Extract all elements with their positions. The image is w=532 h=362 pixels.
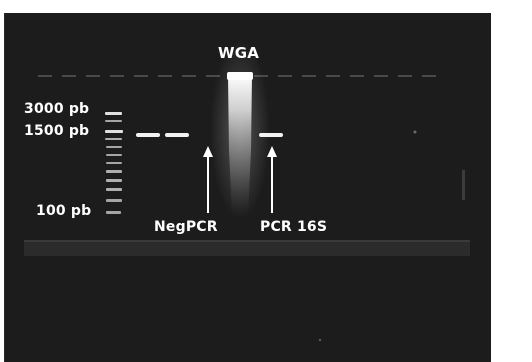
wga-well bbox=[227, 72, 253, 80]
ladder-band bbox=[105, 120, 122, 122]
ladder-band bbox=[105, 138, 122, 140]
ladder-band bbox=[106, 154, 122, 156]
ladder-band bbox=[106, 146, 122, 148]
label-1500pb: 1500 pb bbox=[24, 123, 90, 139]
label-wga: WGA bbox=[218, 44, 260, 62]
ladder-band bbox=[106, 170, 122, 173]
arrow-pcr16s bbox=[267, 146, 277, 213]
ladder-band bbox=[106, 211, 121, 214]
ladder-band bbox=[105, 130, 123, 133]
wga-smear bbox=[228, 75, 252, 215]
gel-speck bbox=[414, 131, 417, 134]
label-100pb: 100 pb bbox=[36, 203, 92, 219]
ladder-band bbox=[105, 112, 122, 115]
gel-divider bbox=[24, 240, 470, 256]
label-negpcr: NegPCR bbox=[154, 219, 218, 235]
ladder-lane bbox=[105, 112, 123, 214]
ladder-band bbox=[106, 162, 122, 164]
label-3000pb: 3000 pb bbox=[24, 101, 90, 117]
label-pcr16s: PCR 16S bbox=[260, 219, 328, 235]
band-sample-1 bbox=[136, 133, 160, 137]
gel-speck bbox=[319, 339, 321, 341]
ladder-band bbox=[106, 179, 122, 182]
gel-edge-mark bbox=[462, 170, 465, 200]
ladder-band bbox=[106, 199, 122, 202]
arrow-negpcr bbox=[203, 146, 213, 213]
band-sample-2 bbox=[165, 133, 189, 137]
ladder-band bbox=[106, 188, 122, 191]
